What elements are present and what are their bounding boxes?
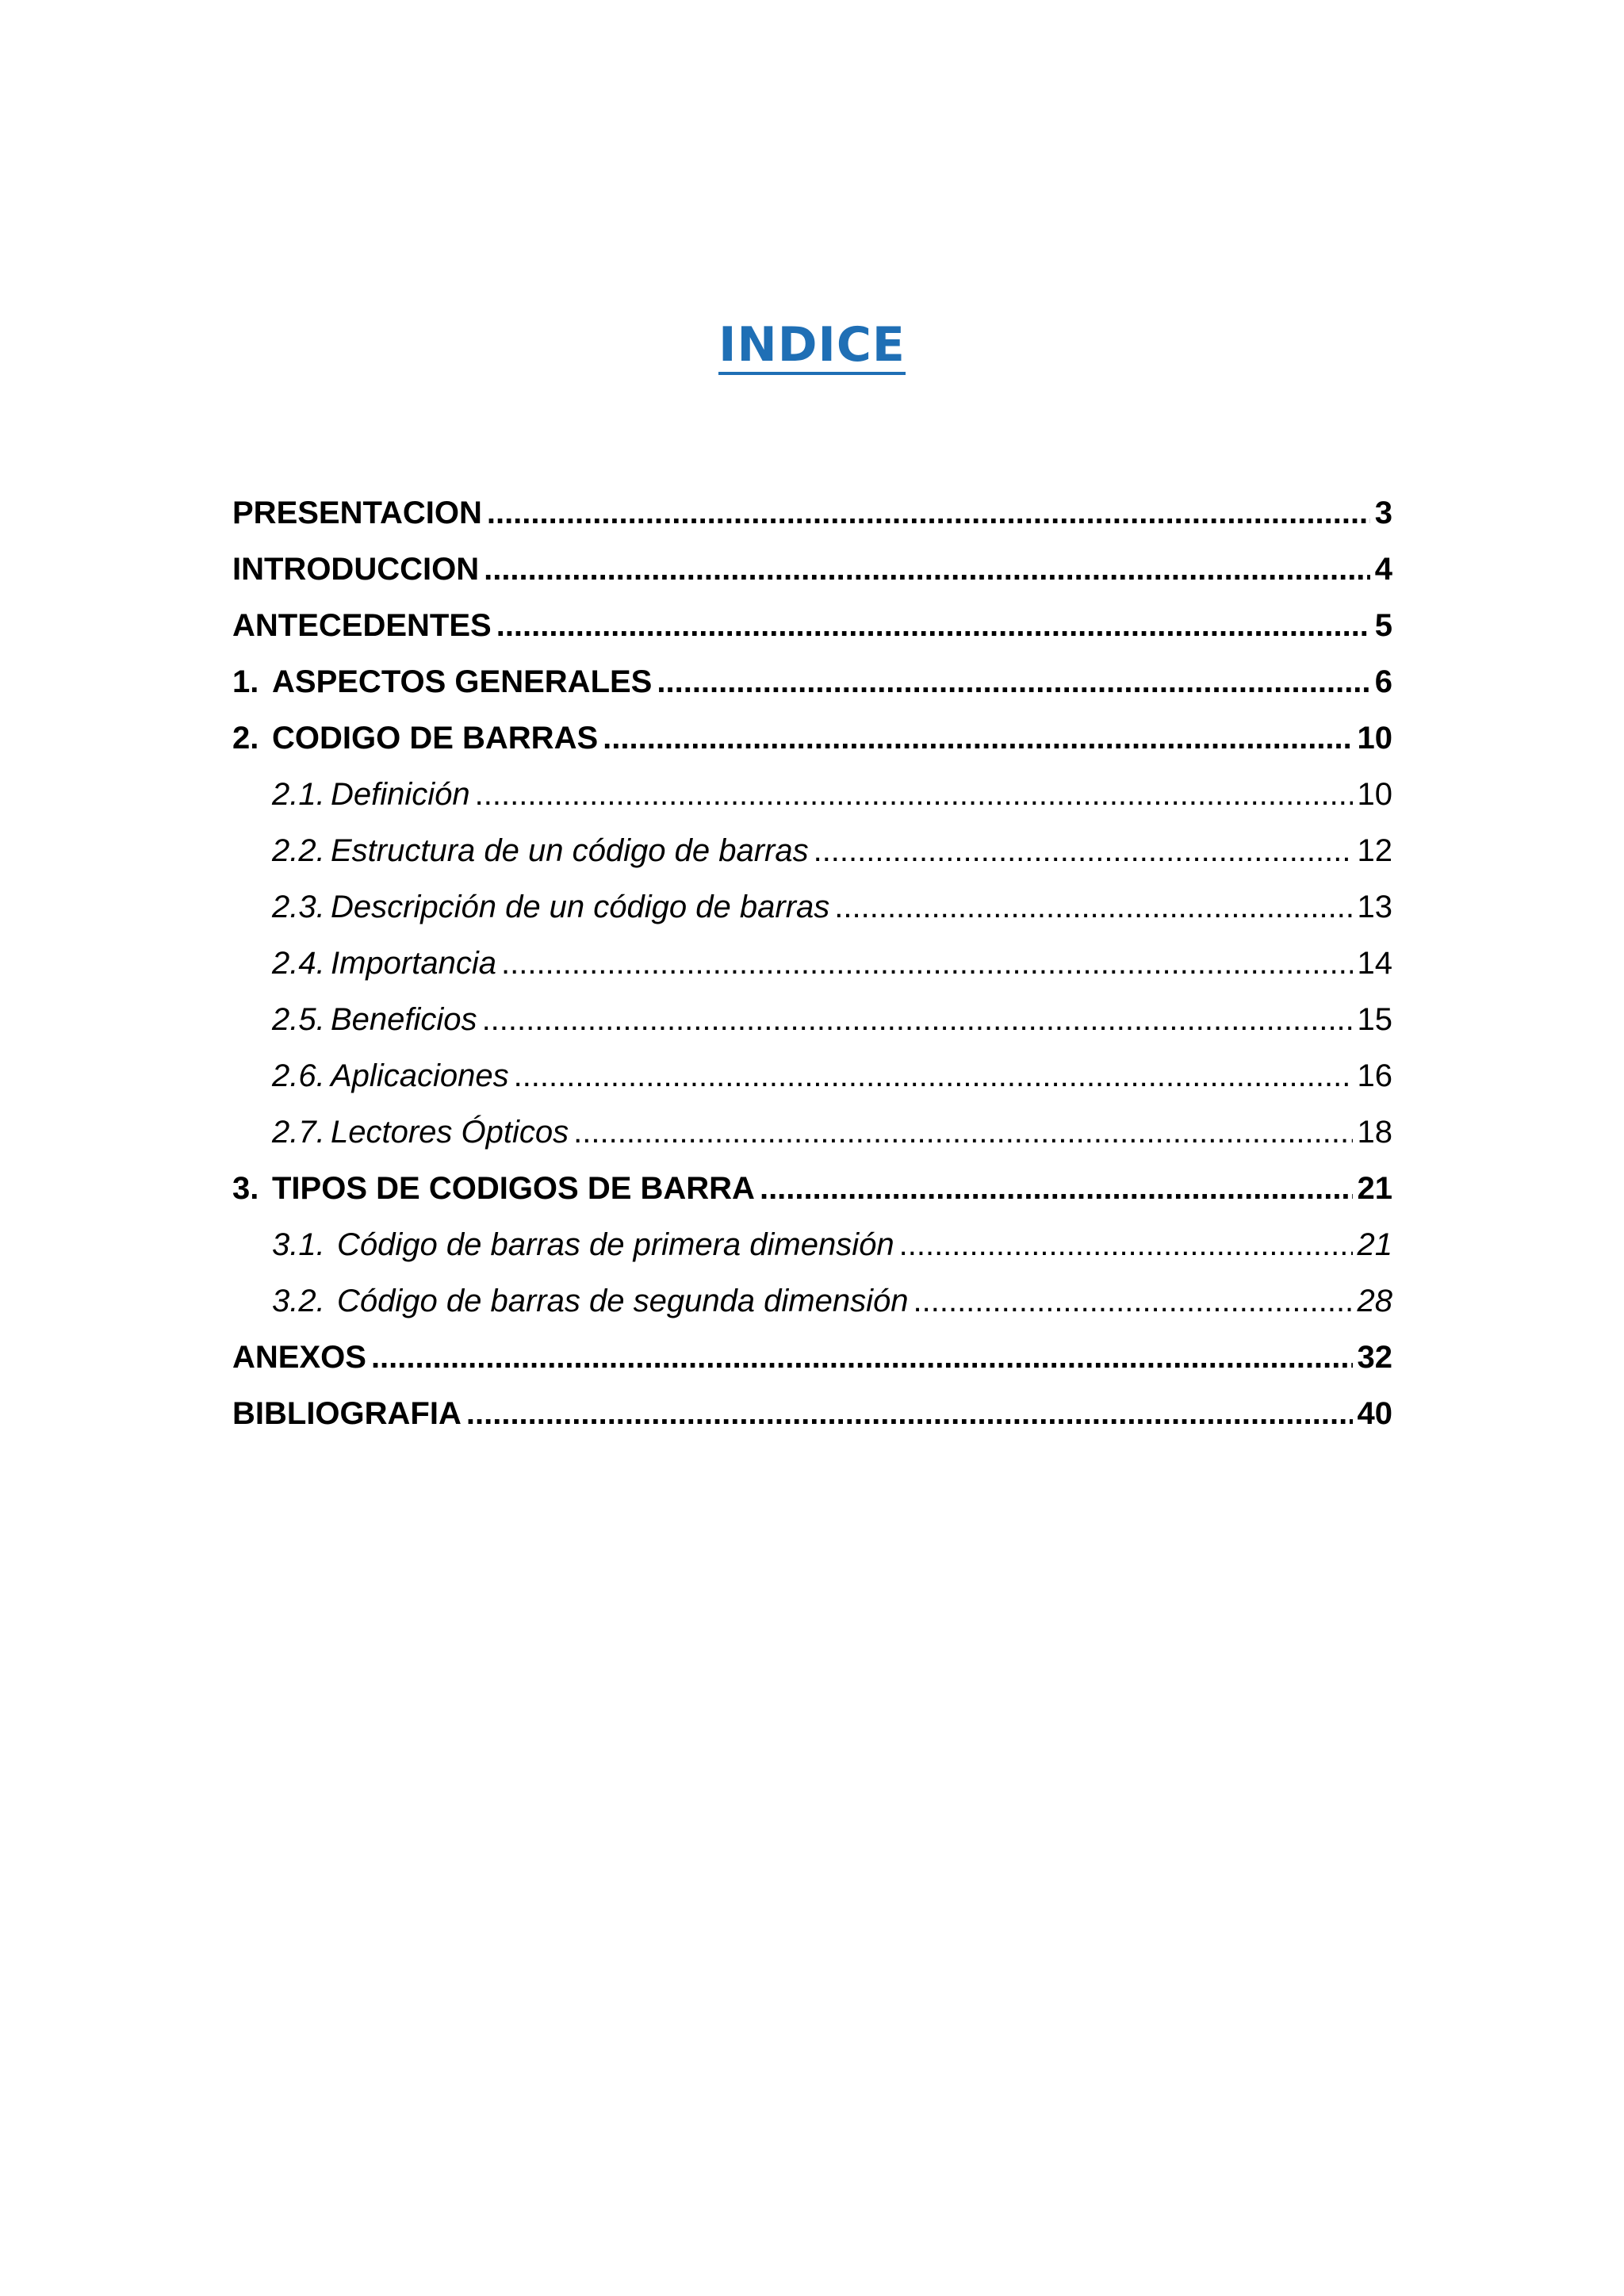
toc-entry-lectores-opticos[interactable]: [232, 1104, 1392, 1161]
toc-entry-page: 3: [1374, 496, 1392, 530]
toc-entry-page: 10: [1357, 777, 1392, 812]
toc-entry-label: PRESENTACION: [232, 496, 482, 530]
index-title: [0, 317, 1624, 375]
toc-entry-page: 16: [1357, 1058, 1392, 1093]
toc-entry-anexos[interactable]: [232, 1330, 1392, 1386]
toc-entry-number: 3.: [232, 1171, 259, 1206]
toc-leader-dots: [482, 992, 1353, 1048]
toc-leader-dots: [814, 823, 1353, 879]
toc-leader-dots: [899, 1217, 1353, 1273]
toc-entry-importancia[interactable]: [232, 936, 1392, 992]
toc-entry-label: Definición: [331, 777, 470, 812]
index-title-text: INDICE: [718, 321, 906, 375]
toc-entry-bibliografia[interactable]: [232, 1386, 1392, 1442]
toc-entry-number: 2.4.: [272, 946, 325, 981]
toc-entry-label: Beneficios: [331, 1002, 477, 1037]
toc-entry-aspectos-generales[interactable]: [232, 654, 1392, 710]
toc-entry-label: Código de barras de segunda dimensión: [337, 1284, 909, 1318]
toc-entry-number: 2.: [232, 721, 259, 756]
toc-entry-label: TIPOS DE CODIGOS DE BARRA: [272, 1171, 755, 1206]
toc-entry-codigo-de-barras[interactable]: [232, 710, 1392, 767]
toc-entry-number: 2.3.: [272, 890, 325, 924]
toc-entry-label: CODIGO DE BARRAS: [272, 721, 599, 756]
toc-entry-label: Código de barras de primera dimensión: [337, 1227, 894, 1262]
toc-leader-dots: [760, 1161, 1353, 1217]
toc-leader-dots: [371, 1330, 1353, 1386]
toc-entry-page: 14: [1357, 946, 1392, 981]
toc-entry-label: Importancia: [331, 946, 496, 981]
toc-entry-label: Lectores Ópticos: [331, 1115, 569, 1150]
toc-leader-dots: [834, 879, 1352, 936]
toc-leader-dots: [487, 485, 1370, 541]
toc-entry-estructura[interactable]: [232, 823, 1392, 879]
toc-leader-dots: [475, 767, 1353, 823]
toc-leader-dots: [466, 1386, 1353, 1442]
toc-leader-dots: [484, 541, 1370, 598]
toc-entry-page: 12: [1357, 833, 1392, 868]
toc-entry-beneficios[interactable]: [232, 992, 1392, 1048]
toc-entry-presentacion[interactable]: [232, 485, 1392, 541]
toc-entry-page: 21: [1357, 1171, 1392, 1206]
toc-entry-antecedentes[interactable]: [232, 598, 1392, 654]
toc-entry-descripcion[interactable]: [232, 879, 1392, 936]
toc-entry-label: BIBLIOGRAFIA: [232, 1396, 462, 1431]
toc-entry-page: 10: [1357, 721, 1392, 756]
table-of-contents: [232, 485, 1392, 1442]
toc-leader-dots: [496, 598, 1370, 654]
toc-entry-label: Descripción de un código de barras: [331, 890, 830, 924]
toc-entry-primera-dimension[interactable]: [232, 1217, 1392, 1273]
toc-entry-label: ANTECEDENTES: [232, 608, 492, 643]
toc-entry-label: Estructura de un código de barras: [331, 833, 809, 868]
toc-entry-number: 2.1.: [272, 777, 325, 812]
toc-entry-page: 13: [1357, 890, 1392, 924]
toc-entry-page: 6: [1374, 664, 1392, 699]
toc-entry-page: 18: [1357, 1115, 1392, 1150]
toc-leader-dots: [573, 1104, 1352, 1161]
toc-leader-dots: [514, 1048, 1353, 1104]
toc-entry-segunda-dimension[interactable]: [232, 1273, 1392, 1330]
toc-entry-label: ASPECTOS GENERALES: [272, 664, 653, 699]
toc-leader-dots: [603, 710, 1352, 767]
toc-leader-dots: [657, 654, 1369, 710]
toc-leader-dots: [914, 1273, 1353, 1330]
toc-entry-page: 4: [1374, 552, 1392, 587]
toc-entry-number: 2.5.: [272, 1002, 325, 1037]
toc-entry-number: 2.7.: [272, 1115, 325, 1150]
toc-entry-number: 3.2.: [272, 1284, 325, 1318]
toc-entry-definicion[interactable]: [232, 767, 1392, 823]
toc-entry-page: 21: [1357, 1227, 1392, 1262]
toc-entry-page: 32: [1357, 1340, 1392, 1375]
toc-entry-number: 1.: [232, 664, 259, 699]
toc-entry-number: 3.1.: [272, 1227, 325, 1262]
toc-entry-tipos-de-codigos[interactable]: [232, 1161, 1392, 1217]
toc-leader-dots: [501, 936, 1353, 992]
toc-entry-label: ANEXOS: [232, 1340, 366, 1375]
toc-entry-introduccion[interactable]: [232, 541, 1392, 598]
toc-entry-page: 28: [1357, 1284, 1392, 1318]
toc-entry-number: 2.2.: [272, 833, 325, 868]
toc-entry-label: INTRODUCCION: [232, 552, 480, 587]
toc-entry-page: 15: [1357, 1002, 1392, 1037]
toc-entry-aplicaciones[interactable]: [232, 1048, 1392, 1104]
toc-entry-page: 5: [1374, 608, 1392, 643]
toc-entry-label: Aplicaciones: [331, 1058, 509, 1093]
toc-entry-page: 40: [1357, 1396, 1392, 1431]
toc-entry-number: 2.6.: [272, 1058, 325, 1093]
